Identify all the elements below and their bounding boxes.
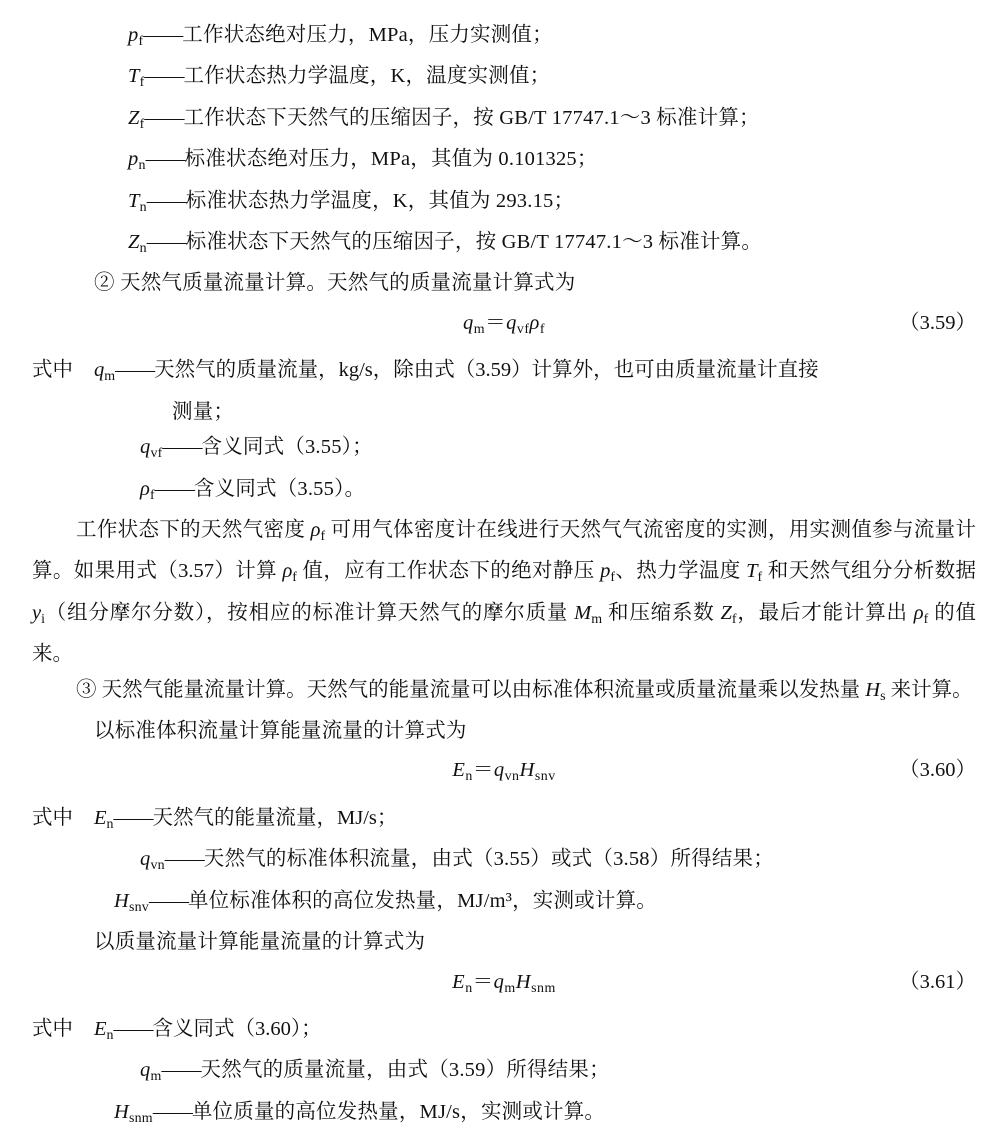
definition-text: 标准状态下天然气的压缩因子，按 GB/T 17747.1～3 标准计算。 [185, 230, 763, 253]
symbol-subscript: n [139, 199, 147, 215]
symbol-subscript: n [106, 816, 114, 832]
symbol-name: p [128, 148, 139, 171]
definition-dash: —— [161, 1059, 201, 1082]
definition-text: 标准状态绝对压力，MPa，其值为 0.101325； [184, 148, 598, 171]
symbol-name: Z [128, 106, 140, 129]
definition-dash: —— [113, 806, 153, 829]
shizhong-first-row [32, 353, 976, 394]
symbol-subscript: snm [129, 1110, 153, 1126]
shizhong-label: 式中 [32, 359, 73, 382]
definition-dash: —— [146, 230, 186, 253]
definition-text: 工作状态热力学温度，K，温度实测值； [183, 65, 551, 88]
definition-dash: —— [154, 477, 194, 500]
lead-in-text-1: 以标准体积流量计算能量流量的计算式为 [94, 719, 467, 742]
formula-number: （3.60） [899, 759, 976, 782]
definition-continuation: 测量； [172, 400, 235, 423]
shizhong-label: 式中 [32, 806, 73, 829]
definition-dash: —— [146, 189, 186, 212]
shizhong-first-row [32, 1012, 976, 1053]
definition-dash: —— [162, 436, 202, 459]
symbol-definition-row [32, 184, 976, 225]
page-content [32, 18, 976, 1136]
symbol-definition-row [32, 225, 976, 266]
numbered-item-3: ③ 天然气能量流量计算。天然气的能量流量可以由标准体积流量或质量流量乘以发热量 $H_s$ 来计算。 [76, 678, 973, 704]
formula-number: （3.61） [899, 970, 976, 993]
symbol-name: q [140, 1059, 151, 1082]
symbol-subscript: vf [150, 446, 163, 462]
shizhong-body [94, 801, 976, 842]
definition-text: 含义同式（3.55）。 [193, 477, 366, 500]
formula-3-60 [32, 753, 976, 794]
definition-text: 天然气的质量流量，kg/s，除由式（3.59）计算外，也可由质量流量计直接 [154, 359, 819, 382]
definition-dash: —— [144, 106, 184, 129]
symbol-subscript: f [139, 116, 145, 132]
definition-dash: —— [152, 1100, 192, 1123]
shizhong-block-3 [32, 1012, 976, 1136]
definition-dash: —— [113, 1017, 153, 1040]
definition-dash: —— [145, 148, 185, 171]
definition-text: 工作状态绝对压力，MPa，压力实测值； [182, 24, 553, 46]
symbol-subscript: n [139, 240, 147, 256]
symbol-subscript: snv [129, 899, 149, 915]
formula-number: （3.59） [899, 311, 976, 334]
symbol-definition-row [32, 59, 976, 100]
symbol-definition-row [32, 1095, 976, 1136]
symbol-name: H [114, 1100, 130, 1123]
symbol-definition-row [32, 472, 976, 513]
symbol-definition-row [32, 101, 976, 142]
symbol-subscript: f [150, 487, 155, 503]
definition-text: 工作状态下天然气的压缩因子，按 GB/T 17747.1～3 标准计算； [183, 106, 760, 129]
shizhong-block-2 [32, 801, 976, 925]
shizhong-label: 式中 [32, 1017, 73, 1040]
definition-text: 天然气的能量流量，MJ/s； [152, 806, 398, 829]
body-paragraph-1: 工作状态下的天然气密度 $\rho_f$ 可用气体密度计在线进行天然气气流密度的实测，用实测值参与流量计算。如果用式（3.57）计算 $\rho_f$ 值，应有工作状态下的绝对静压 $p_f$、热力学温度 $T_f$ 和天然气组分分析数据 $y_i$（组分摩尔分数），按相应的标准计算天然气的摩尔质量 $M_m$ 和压缩系数 $Z_f$，最后才能计算出 $\rho_f$ 的值来。 [32, 518, 977, 666]
formula-expression: $E_n=q_mH_{snm}$ [452, 970, 556, 996]
definition-text: 含义同式（3.60）； [152, 1017, 322, 1040]
symbol-name: E [94, 1017, 107, 1040]
symbol-definition-row [32, 142, 976, 183]
symbol-subscript: m [104, 369, 116, 385]
symbol-subscript: f [139, 75, 145, 91]
symbol-name: H [114, 889, 130, 912]
definition-dash: —— [144, 65, 184, 88]
symbol-definition-row [32, 1053, 976, 1094]
shizhong-body [94, 353, 976, 394]
symbol-definition-row [94, 359, 819, 385]
symbol-name: q [140, 436, 151, 459]
symbol-name: q [94, 359, 105, 382]
symbol-definition-row [32, 842, 976, 883]
definition-dash: —— [164, 848, 204, 871]
definition-text: 标准状态热力学温度，K，其值为 293.15； [185, 189, 575, 212]
shizhong-first-row [32, 801, 976, 842]
symbol-definition-row [32, 18, 976, 59]
definition-text: 天然气的标准体积流量，由式（3.55）或式（3.58）所得结果； [203, 848, 774, 871]
definition-text: 单位质量的高位发热量，MJ/s，实测或计算。 [191, 1100, 606, 1123]
definition-dash: —— [148, 889, 188, 912]
symbol-name: T [128, 65, 140, 88]
symbol-name: p [128, 24, 139, 46]
symbol-subscript: n [106, 1027, 114, 1043]
formula-expression: $E_n=q_{vn}H_{snv}$ [452, 759, 556, 785]
shizhong-block-1 [32, 353, 976, 513]
definition-dash: —— [143, 24, 183, 46]
lead-in-text-2: 以质量流量计算能量流量的计算式为 [94, 931, 426, 954]
symbol-subscript: n [138, 158, 146, 174]
shizhong-body [94, 1012, 976, 1053]
symbol-definition-row [32, 430, 976, 471]
symbol-subscript: f [138, 33, 144, 49]
definition-text: 天然气的质量流量，由式（3.59）所得结果； [200, 1059, 610, 1082]
symbol-name: E [94, 806, 107, 829]
formula-expression: $q_m=q_{vf}\rho_f$ [463, 311, 545, 337]
symbol-definition-row [94, 806, 398, 832]
definition-text: 单位标准体积的高位发热量，MJ/m³，实测或计算。 [187, 889, 657, 912]
definition-text: 含义同式（3.55）； [201, 436, 373, 459]
symbol-definition-list-top [32, 18, 976, 266]
formula-3-59 [32, 306, 976, 347]
symbol-name: q [140, 848, 151, 871]
symbol-name: ρ [140, 477, 151, 500]
symbol-name: T [128, 189, 140, 212]
definition-dash: —— [115, 359, 155, 382]
numbered-item-2: ② 天然气质量流量计算。天然气的质量流量计算式为 [94, 272, 576, 295]
symbol-name: Z [128, 230, 140, 253]
symbol-subscript: vn [150, 858, 165, 874]
symbol-definition-row [32, 884, 976, 925]
symbol-definition-row [94, 1017, 322, 1043]
symbol-subscript: m [150, 1069, 162, 1085]
